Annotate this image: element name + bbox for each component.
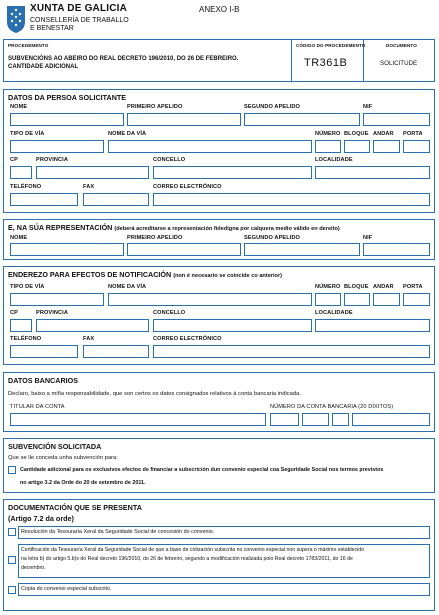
not-concello-input[interactable]	[153, 319, 312, 332]
label-concello: CONCELLO	[153, 157, 186, 163]
not-label-tipo-via: TIPO DE VÍA	[10, 284, 45, 290]
procedure-code-label: CÓDIGO DO PROCEDEMENTO	[296, 43, 366, 48]
doc-item2-line3: decembro.	[21, 565, 46, 571]
label-tipo-via: TIPO DE VÍA	[10, 131, 45, 137]
not-localidade-input[interactable]	[315, 319, 430, 332]
not-label-provincia: PROVINCIA	[36, 310, 68, 316]
label-nome: NOME	[10, 104, 28, 110]
applicant-numero-input[interactable]	[315, 140, 341, 153]
bank-account-input[interactable]	[352, 413, 430, 426]
documentation-subtitle: (Artigo 7.2 da orde)	[8, 514, 74, 523]
label-andar: ANDAR	[373, 131, 394, 137]
applicant-porta-input[interactable]	[403, 140, 430, 153]
rep-label-nome: NOME	[10, 235, 28, 241]
applicant-telefono-input[interactable]	[10, 193, 78, 206]
rep-label-nif: NIF	[363, 235, 373, 241]
not-label-numero: NÚMERO	[315, 284, 341, 290]
document-label: DOCUMENTO	[386, 43, 417, 48]
applicant-primeiro-apelido-input[interactable]	[127, 113, 241, 126]
applicant-nome-via-input[interactable]	[108, 140, 312, 153]
rep-nome-input[interactable]	[10, 243, 124, 256]
label-telefono: TELÉFONO	[10, 184, 42, 190]
label-localidade: LOCALIDADE	[315, 157, 353, 163]
not-label-concello: CONCELLO	[153, 310, 186, 316]
label-correo: CORREO ELECTRÓNICO	[153, 184, 222, 190]
procedure-title-2: CANTIDADE ADICIONAL	[8, 64, 79, 70]
rep-nif-input[interactable]	[363, 243, 430, 256]
applicant-nif-input[interactable]	[363, 113, 430, 126]
not-label-telefono: TELÉFONO	[10, 336, 42, 342]
doc-item3-checkbox[interactable]	[8, 586, 16, 594]
doc-item1-checkbox[interactable]	[8, 528, 16, 536]
applicant-correo-input[interactable]	[153, 193, 430, 206]
not-fax-input[interactable]	[83, 345, 149, 358]
applicant-concello-input[interactable]	[153, 166, 312, 179]
label-provincia: PROVINCIA	[36, 157, 68, 163]
applicant-tipo-via-input[interactable]	[10, 140, 104, 153]
applicant-cp-input[interactable]	[10, 166, 32, 179]
subsidy-option-line2: no artigo 3.2 da Orde do 20 de setembro de 2011.	[20, 480, 146, 486]
procedure-code: TR361B	[304, 57, 348, 69]
not-tipo-via-input[interactable]	[10, 293, 104, 306]
subsidy-option-line1: Cantidade adicional para os exclusivos efectos de financiar a subscrición dun convenio especial coa Seguridade Social nos termos previstos	[20, 467, 384, 473]
not-telefono-input[interactable]	[10, 345, 78, 358]
label-cp: CP	[10, 157, 18, 163]
not-andar-input[interactable]	[373, 293, 400, 306]
notification-note: (non é necesario se coincide co anterior)	[173, 273, 283, 279]
procedure-divider-1	[291, 39, 292, 82]
applicant-localidade-input[interactable]	[315, 166, 430, 179]
doc-item2-checkbox[interactable]	[8, 556, 16, 564]
label-bloque: BLOQUE	[344, 131, 369, 137]
not-bloque-input[interactable]	[344, 293, 370, 306]
label-primeiro-apelido: PRIMEIRO APELIDO	[127, 104, 183, 110]
not-numero-input[interactable]	[315, 293, 341, 306]
subsidy-intro: Que se lle conceda unha subvención para:	[8, 455, 118, 461]
notification-title-text: ENDEREZO PARA EFECTOS DE NOTIFICACIÓN	[8, 270, 172, 279]
bank-account-label: NÚMERO DA CONTA BANCARIA (20 DÍXITOS)	[270, 404, 394, 410]
not-correo-input[interactable]	[153, 345, 430, 358]
not-cp-input[interactable]	[10, 319, 32, 332]
applicant-bloque-input[interactable]	[344, 140, 370, 153]
dept-line-2: E BENESTAR	[30, 25, 74, 32]
representative-title	[8, 223, 340, 232]
rep-primeiro-apelido-input[interactable]	[127, 243, 241, 256]
document-value: SOLICITUDE	[380, 60, 418, 67]
not-label-andar: ANDAR	[373, 284, 394, 290]
not-label-localidade: LOCALIDADE	[315, 310, 353, 316]
bank-title: DATOS BANCARIOS	[8, 376, 79, 385]
not-label-cp: CP	[10, 310, 18, 316]
procedure-title-1: SUBVENCIÓNS AO ABEIRO DO REAL DECRETO 196/2010, DO 26 DE FEBREIRO.	[8, 56, 239, 62]
annex-label: ANEXO I-B	[199, 5, 240, 14]
applicant-andar-input[interactable]	[373, 140, 400, 153]
representative-title-text: E, NA SÚA REPRESENTACIÓN	[8, 223, 113, 232]
not-label-bloque: BLOQUE	[344, 284, 369, 290]
label-segundo-apelido: SEGUNDO APELIDO	[244, 104, 300, 110]
not-label-fax: FAX	[83, 336, 95, 342]
dept-line-1: CONSELLERÍA DE TRABALLO	[30, 17, 129, 24]
not-label-nome-via: NOME DA VÍA	[108, 284, 147, 290]
rep-segundo-apelido-input[interactable]	[244, 243, 360, 256]
not-nome-via-input[interactable]	[108, 293, 312, 306]
bank-holder-input[interactable]	[10, 413, 266, 426]
bank-holder-label: TITULAR DA CONTA	[10, 404, 65, 410]
label-nome-via: NOME DA VÍA	[108, 131, 147, 137]
label-numero: NÚMERO	[315, 131, 341, 137]
bank-office-input[interactable]	[302, 413, 329, 426]
applicant-title: DATOS DA PERSOA SOLICITANTE	[8, 93, 127, 102]
doc-item2-line2: na letra b) do artigo 5.b)s do Real decreto 196/2010, do 26 de febreiro, segundo a modificación realizada polo Real decreto 1783/2011, do 16 de	[21, 556, 353, 562]
procedure-label: PROCEDEMENTO	[8, 43, 49, 48]
applicant-nome-input[interactable]	[10, 113, 124, 126]
applicant-segundo-apelido-input[interactable]	[244, 113, 360, 126]
xunta-logo	[5, 4, 27, 34]
label-fax: FAX	[83, 184, 95, 190]
label-nif: NIF	[363, 104, 373, 110]
not-provincia-input[interactable]	[36, 319, 149, 332]
doc-item1-text: Resolución da Tesouraría Xeral da Seguridade Social de concesión do convenio.	[21, 529, 215, 535]
representative-note: (deberá acreditarse a representación fidedigna por calquera medio válido en dereito)	[114, 226, 340, 232]
rep-label-segundo-apelido: SEGUNDO APELIDO	[244, 235, 300, 241]
applicant-fax-input[interactable]	[83, 193, 149, 206]
org-name: XUNTA DE GALICIA	[30, 3, 128, 14]
not-label-porta: PORTA	[403, 284, 423, 290]
subsidy-option-checkbox[interactable]	[8, 466, 16, 474]
not-porta-input[interactable]	[403, 293, 430, 306]
bank-entity-input[interactable]	[270, 413, 299, 426]
not-label-correo: CORREO ELECTRÓNICO	[153, 336, 222, 342]
notification-title	[8, 270, 282, 279]
documentation-title: DOCUMENTACIÓN QUE SE PRESENTA	[8, 503, 142, 512]
bank-declaration: Declaro, baixo a miña responsabilidade, que son certos os datos consignados relativos á conta bancaria indicada.	[8, 391, 301, 397]
label-porta: PORTA	[403, 131, 423, 137]
xunta-shield-icon	[5, 4, 27, 34]
rep-label-primeiro-apelido: PRIMEIRO APELIDO	[127, 235, 183, 241]
doc-item2-line1: Certificación da Tesouraría Xeral da Seguridade Social de que a base de cotización subscrita no convenio especial non supera o máximo establecido	[21, 547, 365, 553]
applicant-provincia-input[interactable]	[36, 166, 149, 179]
subsidy-title: SUBVENCIÓN SOLICITADA	[8, 442, 102, 451]
bank-dc-input[interactable]	[332, 413, 349, 426]
doc-item3-text: Copia do convenio especial subscrito.	[21, 586, 112, 592]
